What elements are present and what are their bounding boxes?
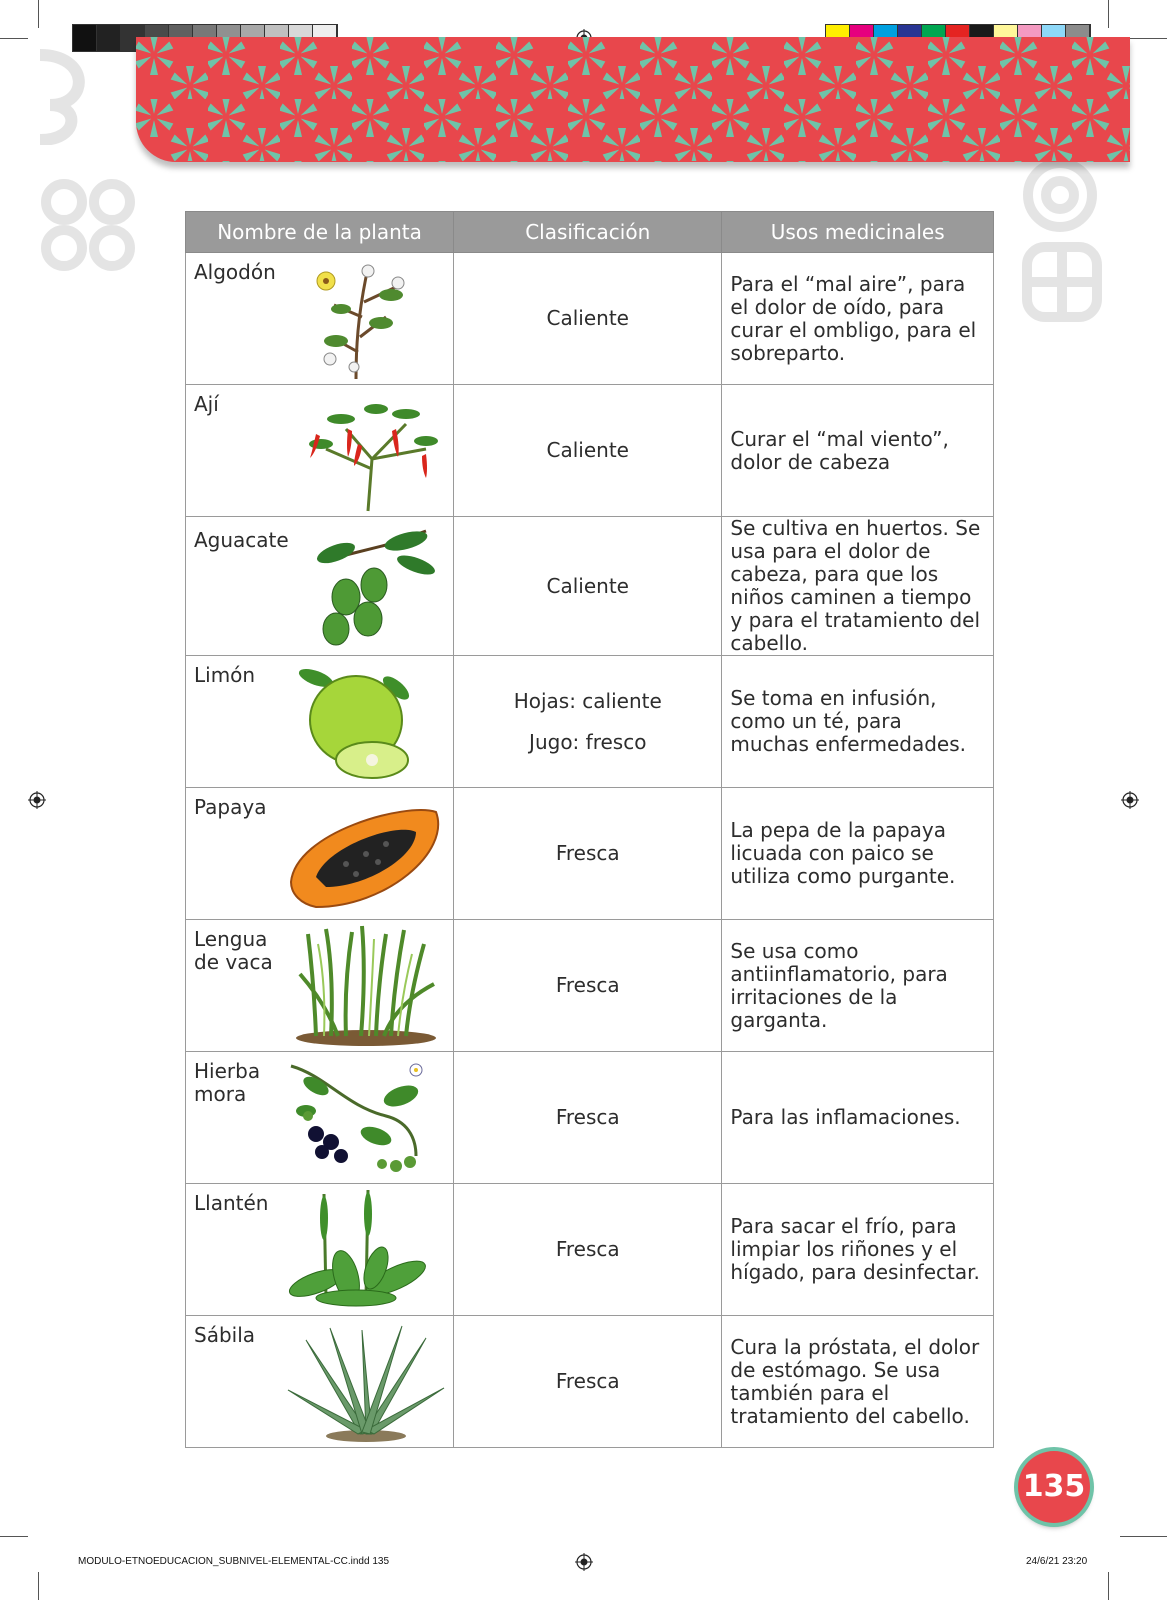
plant-name: Limón — [194, 663, 256, 687]
crop-mark — [0, 1536, 28, 1537]
header-plant-name: Nombre de la planta — [186, 212, 454, 253]
nightshade-berries-icon — [286, 1056, 446, 1180]
table-header-row — [186, 212, 994, 253]
classification-value: Caliente — [546, 306, 629, 330]
aloe-vera-icon — [286, 1320, 446, 1444]
registration-mark-icon — [575, 1553, 593, 1571]
plant-cell — [186, 1316, 454, 1448]
uses-cell: Curar el “mal viento”, dolor de cabeza — [722, 385, 994, 517]
papaya-half-icon — [286, 792, 446, 916]
table-row — [186, 920, 994, 1052]
registration-mark-icon — [28, 791, 46, 809]
table-row — [186, 253, 994, 385]
swirl-motif-icon — [30, 45, 100, 145]
lime-fruit-icon — [286, 660, 446, 784]
chili-plant-icon — [286, 389, 446, 513]
table-row — [186, 788, 994, 920]
header-classification: Clasificación — [454, 212, 722, 253]
plant-name: Algodón — [194, 260, 276, 284]
table-row — [186, 517, 994, 656]
table-row — [186, 385, 994, 517]
classification-value: Hojas: caliente — [513, 688, 662, 713]
uses-cell: Se usa como antiinflamatorio, para irritaciones de la garganta. — [722, 920, 994, 1052]
medicinal-plants-table — [185, 211, 994, 1448]
uses-cell: Se toma en infusión, como un té, para muchas enfermedades. — [722, 656, 994, 788]
plant-cell — [186, 788, 454, 920]
slug-date: 24/6/21 23:20 — [1026, 1556, 1088, 1567]
classification-value: Fresca — [555, 973, 620, 997]
plant-cell — [186, 253, 454, 385]
plant-name: Hierba mora — [194, 1059, 261, 1106]
plant-cell — [186, 517, 454, 656]
classification-cell — [454, 385, 722, 517]
crop-mark — [1120, 1536, 1167, 1537]
flower-pattern — [136, 37, 1130, 162]
cotton-plant-icon — [286, 257, 446, 381]
classification-cell — [454, 1052, 722, 1184]
crop-mark — [38, 1572, 39, 1600]
uses-cell: Se cultiva en huertos. Se usa para el dolor de cabeza, para que los niños caminen a tiempo y para el tratamiento del cabello. — [722, 517, 994, 656]
table-row — [186, 656, 994, 788]
table-row — [186, 1052, 994, 1184]
classification-cell — [454, 1184, 722, 1316]
classification-value: Fresca — [555, 1369, 620, 1393]
uses-cell: Cura la próstata, el dolor de estómago. Se usa también para el tratamiento del cabello. — [722, 1316, 994, 1448]
plant-name: Llantén — [194, 1191, 269, 1215]
plant-cell — [186, 1052, 454, 1184]
plant-name: Lengua de vaca — [194, 927, 273, 974]
crop-mark — [38, 0, 39, 28]
plant-cell — [186, 920, 454, 1052]
classification-value: Caliente — [546, 573, 629, 598]
slug-file-info: MODULO-ETNOEDUCACION_SUBNIVEL-ELEMENTAL-CC.indd 135 — [78, 1556, 390, 1567]
classification-cell — [454, 253, 722, 385]
plant-cell — [186, 656, 454, 788]
plant-cell — [186, 1184, 454, 1316]
crop-mark — [0, 38, 28, 39]
spiral-motif-icon — [32, 170, 144, 280]
classification-value: Fresca — [555, 1237, 620, 1261]
plant-name: Ají — [194, 392, 219, 416]
plant-name: Aguacate — [194, 527, 289, 552]
classification-value: Fresca — [555, 1105, 620, 1129]
classification-cell — [454, 656, 722, 788]
classification-cell — [454, 920, 722, 1052]
spiral-motif-icon — [1005, 155, 1115, 335]
classification-value: Jugo: fresco — [529, 729, 647, 754]
crop-mark — [1108, 1572, 1109, 1600]
plantain-herb-icon — [286, 1188, 446, 1312]
table-row — [186, 1316, 994, 1448]
plant-cell — [186, 385, 454, 517]
table-row — [186, 1184, 994, 1316]
classification-cell — [454, 517, 722, 656]
classification-cell — [454, 1316, 722, 1448]
grass-clump-icon — [286, 924, 446, 1048]
uses-cell: Para las inflamaciones. — [722, 1052, 994, 1184]
classification-value: Fresca — [555, 841, 620, 865]
avocado-branch-icon — [286, 525, 446, 649]
header-pattern-band — [136, 37, 1130, 162]
classification-value: Caliente — [546, 438, 629, 462]
registration-mark-icon — [1121, 791, 1139, 809]
page-number-badge: 135 — [1018, 1451, 1090, 1523]
uses-cell: Para el “mal aire”, para el dolor de oído, para curar el ombligo, para el sobreparto. — [722, 253, 994, 385]
header-medicinal-uses: Usos medicinales — [722, 212, 994, 253]
plant-name: Papaya — [194, 795, 267, 819]
plant-name: Sábila — [194, 1323, 256, 1347]
crop-mark — [1108, 0, 1109, 28]
uses-cell: Para sacar el frío, para limpiar los riñones y el hígado, para desinfectar. — [722, 1184, 994, 1316]
uses-cell: La pepa de la papaya licuada con paico se utiliza como purgante. — [722, 788, 994, 920]
classification-cell — [454, 788, 722, 920]
